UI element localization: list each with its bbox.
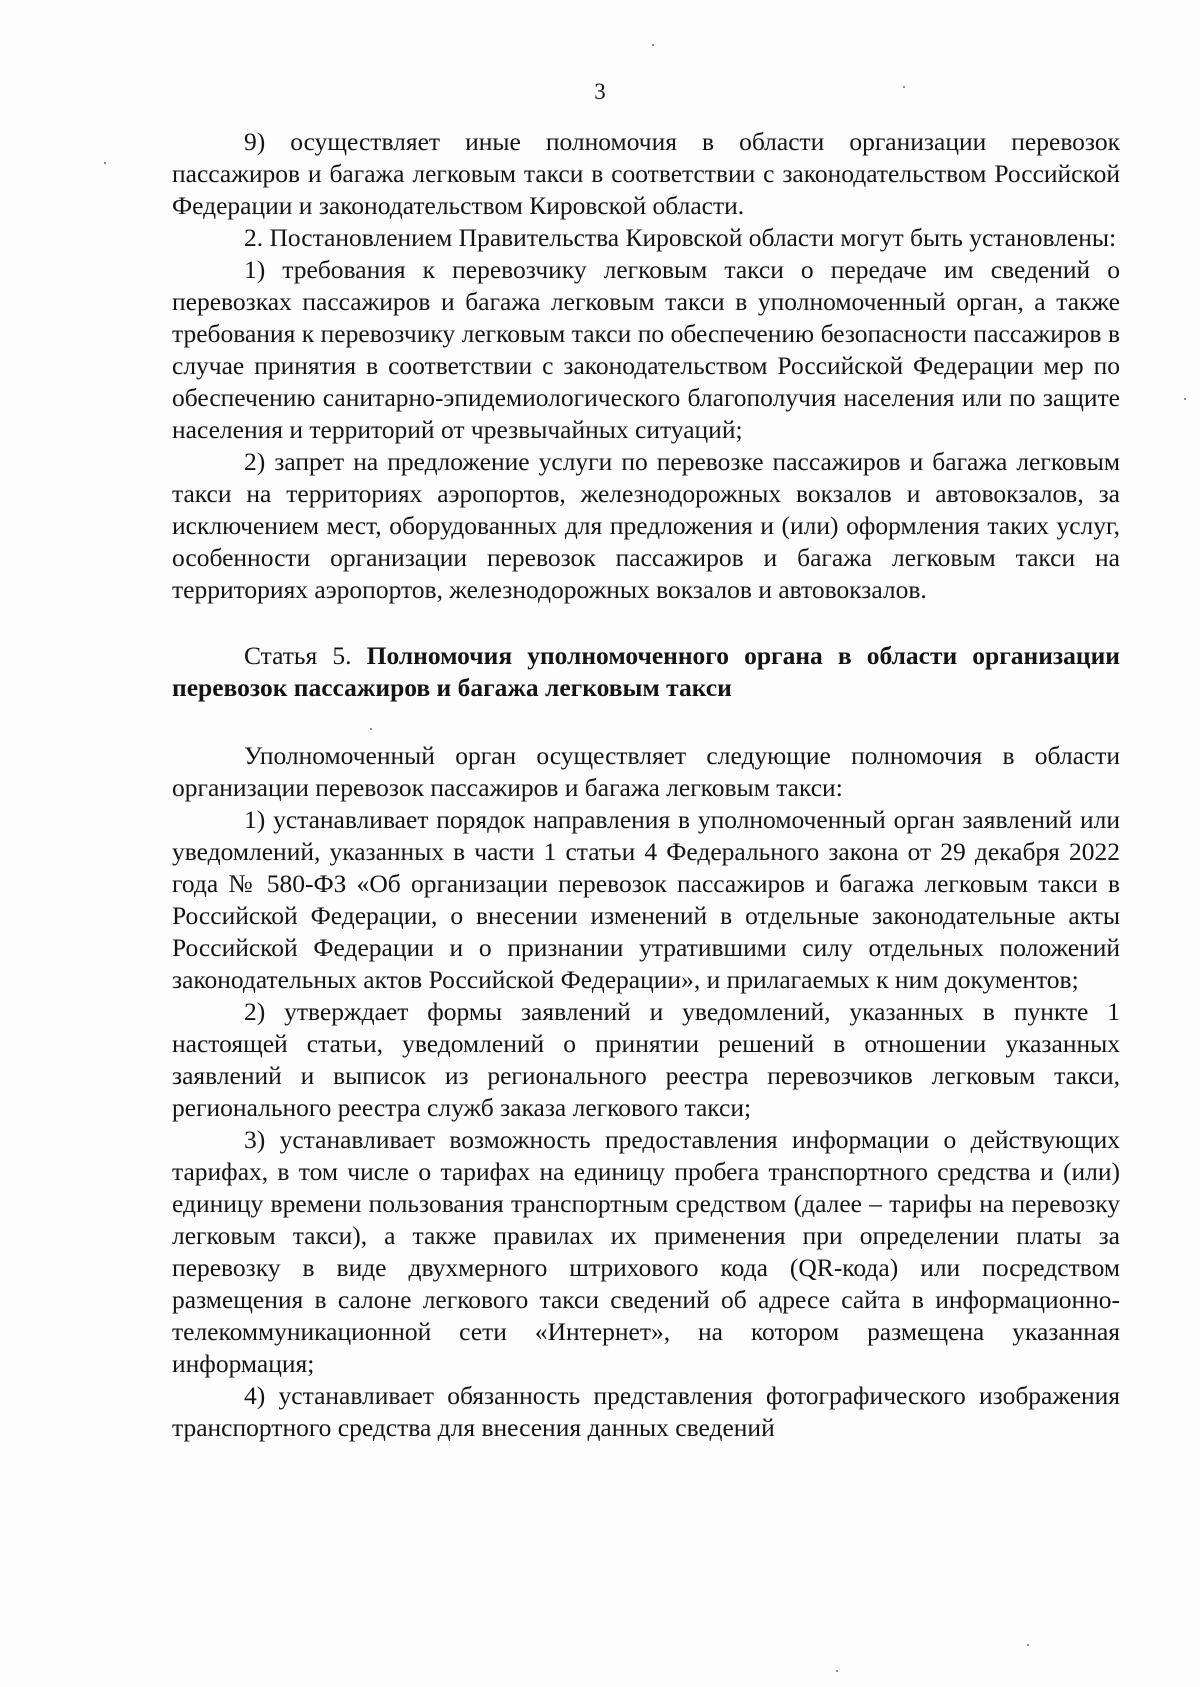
article-item-3: 3) устанавливает возможность предоставления информации о действующих тарифах, в том числе о тарифах на единицу пробега транспортного средства и (или) единицу времени пользования транспортным средством (далее – тарифы на перевозку легковым такси), а также правилах их применения при определении платы за перевозку в виде двухмерного штрихового кода (QR-кода) или посредством размещения в салоне легкового такси сведений об адресе сайта в информационно-телекоммуникационной сети «Интернет», на котором размещена указанная информация; <box>172 1125 1120 1378</box>
paragraph-subitem-2: 2) запрет на предложение услуги по перевозке пассажиров и багажа легковым такси на территориях аэропортов, железнодорожных вокзалов и автовокзалов, за исключением мест, оборудованных для предложения и (или) оформления таких услуг, особенности организации перевозок пассажиров и багажа легковым такси на территориях аэропортов, железнодорожных вокзалов и автовокзалов. <box>172 447 1120 604</box>
document-body <box>172 126 1120 1444</box>
article-item-4: 4) устанавливает обязанность представления фотографического изображения транспортного средства для внесения данных сведений <box>172 1381 1120 1442</box>
scan-speck <box>104 162 106 164</box>
scan-speck <box>1027 1644 1029 1646</box>
article-title: Полномочия уполномоченного органа в области организации перевозок пассажиров и багажа легковым такси <box>172 641 1120 702</box>
article-item-1: 1) устанавливает порядок направления в уполномоченный орган заявлений или уведомлений, указанных в части 1 статьи 4 Федерального закона от 29 декабря 2022 года № 580-ФЗ «Об организации перевозок пассажиров и багажа легковым такси в Российской Федерации, о внесении изменений в отдельные законодательные акты Российской Федерации и о признании утратившими силу отдельных положений законодательных актов Российской Федерации», и прилагаемых к ним документов; <box>172 805 1120 994</box>
paragraph-part-2: 2. Постановлением Правительства Кировской области могут быть установлены: <box>244 223 1117 252</box>
scan-speck <box>836 1670 838 1672</box>
article-item-2: 2) утверждает формы заявлений и уведомлений, указанных в пункте 1 настоящей статьи, уведомлений о принятии решений в отношении указанных заявлений и выписок из регионального реестра перевозчиков легковым такси, регионального реестра служб заказа легкового такси; <box>172 997 1120 1122</box>
paragraph-item-9: 9) осуществляет иные полномочия в области организации перевозок пассажиров и багажа легковым такси в соответствии с законодательством Российской Федерации и законодательством Кировской области. <box>172 127 1120 220</box>
article-prefix: Статья 5. <box>244 641 352 670</box>
page-number: 3 <box>594 79 606 104</box>
article-intro: Уполномоченный орган осуществляет следующие полномочия в области организации перевозок пассажиров и багажа легковым такси: <box>172 741 1120 802</box>
scan-speck <box>370 728 372 730</box>
scan-speck <box>903 86 905 88</box>
scan-speck <box>1184 398 1186 400</box>
article-heading <box>172 640 1120 704</box>
scan-speck <box>652 44 654 46</box>
paragraph-subitem-1: 1) требования к перевозчику легковым такси о передаче им сведений о перевозках пассажиров и багажа легковым такси в уполномоченный орган, а также требования к перевозчику легковым такси по обеспечению безопасности пассажиров в случае принятия в соответствии с законодательством Российской Федерации мер по обеспечению санитарно-эпидемиологического благополучия населения или по защите населения и территорий от чрезвычайных ситуаций; <box>172 255 1120 444</box>
